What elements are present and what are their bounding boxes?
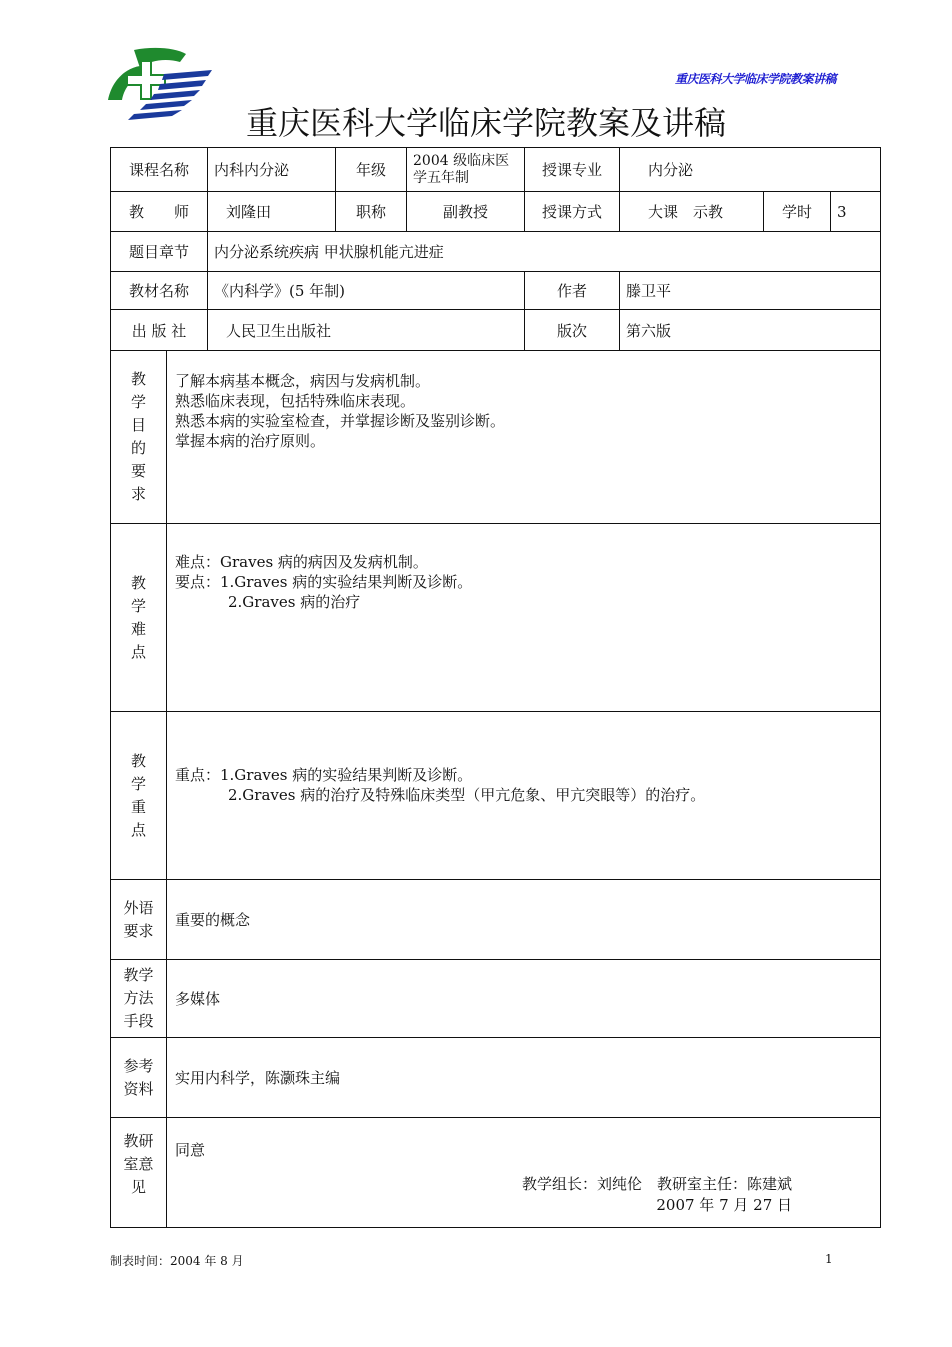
difficulties-content bbox=[167, 524, 881, 712]
objective-item: 掌握本病的治疗原则。 bbox=[175, 432, 326, 450]
grade-value: 2004 级临床医学五年制 bbox=[407, 148, 525, 192]
hospital-logo-icon bbox=[104, 44, 218, 126]
publisher-label: 出 版 社 bbox=[111, 310, 208, 351]
footer-made-time: 制表时间：2004 年 8 月 bbox=[110, 1254, 244, 1268]
difficulties-label: 教学难点 bbox=[111, 524, 167, 712]
references-label: 参考资料 bbox=[111, 1038, 167, 1118]
table-row bbox=[111, 960, 881, 1038]
table-row bbox=[111, 880, 881, 960]
textbook-value: 《内科学》(5 年制) bbox=[208, 272, 525, 310]
objectives-label: 教学目的要求 bbox=[111, 351, 167, 524]
opinion-text: 同意 bbox=[175, 1141, 206, 1159]
major-label: 授课专业 bbox=[525, 148, 620, 192]
opinion-content bbox=[167, 1118, 881, 1228]
sign-date: 2007 年 7 月 27 日 bbox=[656, 1196, 793, 1214]
textbook-label: 教材名称 bbox=[111, 272, 208, 310]
grade-label: 年级 bbox=[336, 148, 407, 192]
table-row bbox=[111, 712, 881, 880]
table-row bbox=[111, 524, 881, 712]
chapter-value: 内分泌系统疾病 甲状腺机能亢进症 bbox=[208, 232, 881, 272]
method-label: 授课方式 bbox=[525, 192, 620, 232]
teacher-label: 教 师 bbox=[111, 192, 208, 232]
difficulty-item: 2.Graves 病的治疗 bbox=[228, 593, 361, 611]
references-content: 实用内科学，陈灏珠主编 bbox=[167, 1038, 881, 1118]
objectives-content bbox=[167, 351, 881, 524]
author-value: 滕卫平 bbox=[620, 272, 881, 310]
keypoint-item: 重点：1.Graves 病的实验结果判断及诊断。 bbox=[175, 765, 473, 784]
table-row bbox=[111, 351, 881, 524]
table-row bbox=[111, 272, 881, 310]
table-row bbox=[111, 1038, 881, 1118]
language-label: 外语要求 bbox=[111, 880, 167, 960]
keypoint-item: 2.Graves 病的治疗及特殊临床类型（甲亢危象、甲亢突眼等）的治疗。 bbox=[228, 785, 706, 804]
language-content: 重要的概念 bbox=[167, 880, 881, 960]
signature: 教学组长：刘纯伦 教研室主任：陈建斌 bbox=[522, 1175, 793, 1193]
objective-item: 了解本病基本概念，病因与发病机制。 bbox=[175, 372, 431, 390]
difficulty-item: 难点：Graves 病的病因及发病机制。 bbox=[175, 553, 428, 571]
course-name-label: 课程名称 bbox=[111, 148, 208, 192]
teacher-value: 刘隆田 bbox=[208, 192, 336, 232]
author-label: 作者 bbox=[525, 272, 620, 310]
table-row bbox=[111, 192, 881, 232]
hours-label: 学时 bbox=[764, 192, 831, 232]
edition-value: 第六版 bbox=[620, 310, 881, 351]
table-row bbox=[111, 148, 881, 192]
page-number: 1 bbox=[825, 1252, 833, 1266]
table-row bbox=[111, 232, 881, 272]
hours-value: 3 bbox=[831, 192, 881, 232]
publisher-value: 人民卫生出版社 bbox=[208, 310, 525, 351]
chapter-label: 题目章节 bbox=[111, 232, 208, 272]
objective-item: 熟悉临床表现，包括特殊临床表现。 bbox=[175, 392, 416, 410]
difficulty-item: 要点：1.Graves 病的实验结果判断及诊断。 bbox=[175, 573, 473, 591]
table-row bbox=[111, 310, 881, 351]
title-value: 副教授 bbox=[407, 192, 525, 232]
table-row bbox=[111, 1118, 881, 1228]
header-note: 重庆医科大学临床学院教案讲稿 bbox=[674, 72, 836, 86]
major-value: 内分泌 bbox=[620, 148, 881, 192]
keypoints-label: 教学重点 bbox=[111, 712, 167, 880]
keypoints-content bbox=[167, 712, 881, 880]
course-name-value: 内科内分泌 bbox=[208, 148, 336, 192]
edition-label: 版次 bbox=[525, 310, 620, 351]
title-label: 职称 bbox=[336, 192, 407, 232]
objective-item: 熟悉本病的实验室检查，并掌握诊断及鉴别诊断。 bbox=[175, 412, 506, 430]
page-title: 重庆医科大学临床学院教案及讲稿 bbox=[246, 104, 727, 142]
means-content: 多媒体 bbox=[167, 960, 881, 1038]
lesson-plan-table bbox=[110, 147, 881, 1228]
opinion-label: 教研室意见 bbox=[111, 1118, 167, 1228]
method-value: 大课 示教 bbox=[620, 192, 764, 232]
means-label: 教学方法手段 bbox=[111, 960, 167, 1038]
